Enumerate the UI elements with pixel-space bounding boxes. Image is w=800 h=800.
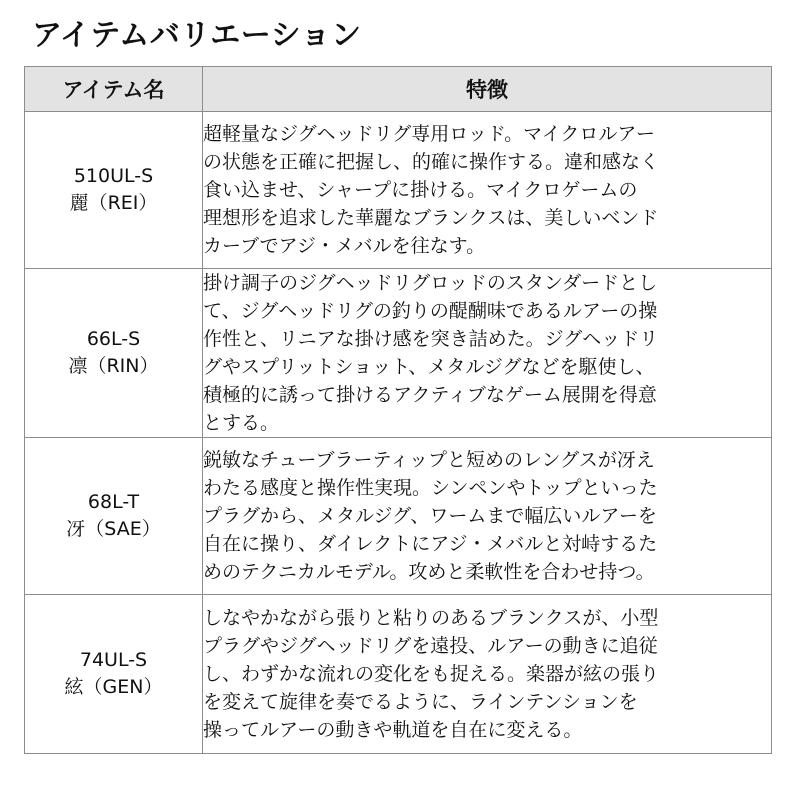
feature-text-line: グやスプリットショット、メタルジグなどを駆使し、 (203, 356, 655, 378)
feature-text-line: て、ジグヘッドリグの釣りの醍醐味であるルアーの操 (203, 300, 658, 322)
item-name-cell (25, 269, 203, 438)
feature-text-line: 超軽量なジグヘッドリグ専用ロッド。マイクロルアー (203, 123, 655, 145)
feature-text-line: プラグから、メタルジグ、ワームまで幅広いルアーを (203, 505, 657, 527)
item-name: 冴（SAE） (66, 518, 161, 540)
page-title: アイテムバリエーション (32, 18, 362, 53)
feature-text-line: 自在に操り、ダイレクトにアジ・メバルと対峙するた (203, 533, 658, 555)
feature-text-line: めのテクニカルモデル。攻めと柔軟性を合わせ持つ。 (203, 561, 655, 583)
item-model: 68L-T (87, 491, 140, 513)
item-name-cell (25, 438, 203, 595)
feature-text-line: 作性と、リニアな掛け感を突き詰めた。ジグヘッドリ (203, 328, 659, 350)
feature-text-line: の状態を正確に把握し、的確に操作する。違和感なく (203, 151, 660, 173)
feature-text-line: 積極的に誘って掛けるアクティブなゲーム展開を得意 (203, 384, 657, 406)
item-model: 510UL-S (73, 165, 154, 187)
item-name: 麗（REI） (69, 192, 158, 214)
column-header-feature: 特徴 (203, 67, 772, 112)
feature-text-line: し、わずかな流れの変化をも捉える。楽器が絃の張り (203, 663, 660, 685)
item-model: 74UL-S (79, 649, 148, 671)
feature-text-line: を変えて旋律を奏でるように、ラインテンションを (203, 691, 638, 713)
feature-text-line: 掛け調子のジグヘッドリグロッドのスタンダードとし (203, 272, 658, 294)
feature-cell (203, 595, 772, 754)
feature-text-line: 理想形を追求した華麗なブランクスは、美しいベンド (203, 207, 659, 229)
feature-cell (203, 438, 772, 595)
feature-text-line: カーブでアジ・メバルを往なす。 (203, 235, 486, 257)
table-row (25, 438, 772, 595)
feature-cell (203, 112, 772, 269)
column-header-item-name: アイテム名 (25, 67, 203, 112)
item-name: 凛（RIN） (68, 355, 159, 377)
item-name: 絃（GEN） (64, 676, 163, 698)
feature-text-line: 食い込ませ、シャープに掛ける。マイクロゲームの (203, 179, 638, 201)
feature-text-line: 操ってルアーの動きや軌道を自在に変える。 (203, 719, 583, 741)
table-header-row (25, 67, 772, 112)
item-name-cell (25, 112, 203, 269)
feature-text-line: 鋭敏なチューブラーティップと短めのレングスが冴え (203, 449, 655, 471)
table-row (25, 269, 772, 438)
table-row (25, 112, 772, 269)
feature-text-line: プラグやジグヘッドリグを遠投、ルアーの動きに追従 (203, 635, 658, 657)
feature-text-line: とする。 (203, 412, 280, 434)
item-variation-table (24, 66, 772, 754)
item-name-cell (25, 595, 203, 754)
item-model: 66L-S (86, 328, 141, 350)
feature-cell (203, 269, 772, 438)
feature-text-line: わたる感度と操作性実現。シンペンやトップといった (203, 477, 658, 499)
table-row (25, 595, 772, 754)
feature-text-line: しなやかながら張りと粘りのあるブランクスが、小型 (203, 607, 659, 629)
